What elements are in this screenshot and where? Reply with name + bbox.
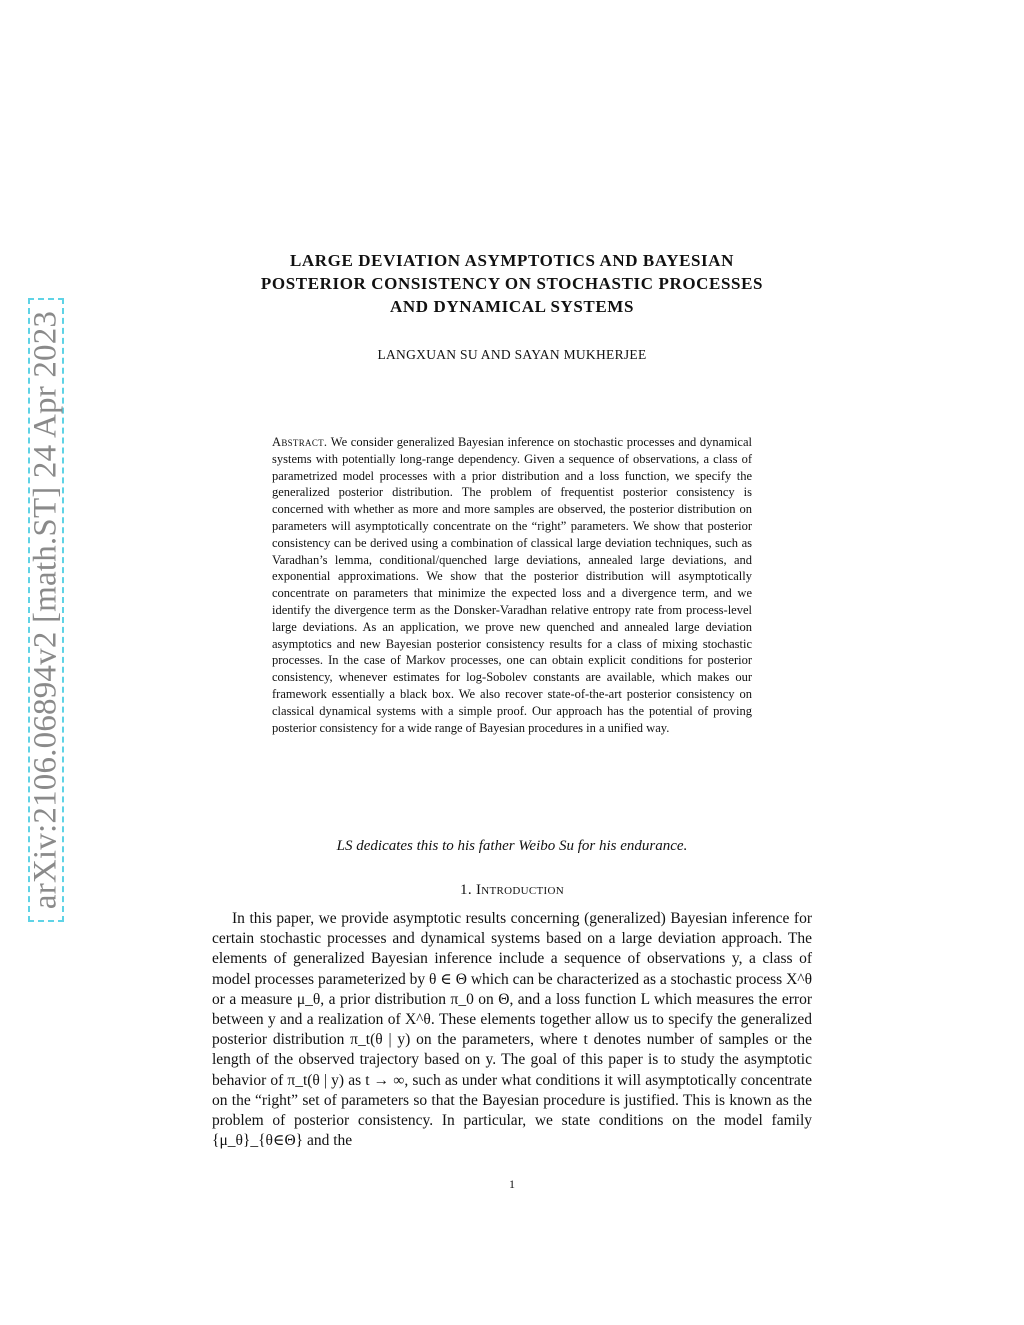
section-heading (210, 882, 814, 899)
abstract (272, 434, 752, 736)
dedication: LS dedicates this to his father Weibo Su for his endurance. (336, 838, 688, 854)
title-line-3: AND DYNAMICAL SYSTEMS (389, 297, 635, 316)
section-number: 1. (460, 882, 472, 898)
arxiv-identifier-stamp (28, 298, 64, 922)
paper-title (210, 249, 814, 318)
page-number: 1 (509, 1177, 515, 1191)
authors: LANGXUAN SU AND SAYAN MUKHERJEE (377, 347, 647, 362)
abstract-label: Abstract. (272, 435, 328, 449)
abstract-text: We consider generalized Bayesian inference on stochastic processes and dynamical systems with potentially long-range dependency. Given a sequence of observations, a class of parametrized model processes with a prior distribution and a loss function, we specify the generalized posterior distribution. The problem of frequentist posterior consistency is concerned with whether as more and more samples are observed, the posterior distribution on parameters will asymptotically concentrate on the “right” parameters. We show that posterior consistency can be derived using a combination of classical large deviation techniques, such as Varadhan’s lemma, conditional/quenched large deviations, annealed large deviations, and exponential approximations. We show that the posterior distribution will asymptotically concentrate on parameters that minimize the expected loss and a divergence term, and we identify the divergence term as the Donsker-Varadhan relative entropy rate from process-level large deviations. As an application, we prove new quenched and annealed large deviation asymptotics and new Bayesian posterior consistency results for a class of mixing stochastic processes. In the case of Markov processes, one can obtain explicit conditions for posterior consistency, whenever estimates for log-Sobolev constants are available, which makes our framework essentially a black box. We also recover state-of-the-art posterior consistency on classical dynamical systems with a simple proof. Our approach has the potential of proving posterior consistency for a wide range of Bayesian procedures in a unified way. (272, 435, 752, 735)
arxiv-identifier: arXiv:2106.06894v2 [math.ST] 24 Apr 2023 (27, 310, 64, 910)
section-title: Introduction (475, 882, 564, 898)
title-line-1: LARGE DEVIATION ASYMPTOTICS AND BAYESIAN (289, 251, 735, 270)
title-line-2: POSTERIOR CONSISTENCY ON STOCHASTIC PROCESSES (260, 274, 764, 293)
introduction-paragraph: In this paper, we provide asymptotic results concerning (generalized) Bayesian inference for certain stochastic processes and dynamical systems based on a large deviation approach. The elements of generalized Bayesian inference include a sequence of observations y, a class of model processes parameterized by θ ∈ Θ which can be characterized as a stochastic process X^θ or a measure μ_θ, a prior distribution π_0 on Θ, and a loss function L which measures the error between y and a realization of X^θ. These elements together allow us to specify the generalized posterior distribution π_t(θ | y) on the parameters, where t denotes number of samples or the length of the observed trajectory based on y. The goal of this paper is to study the asymptotic behavior of π_t(θ | y) as t → ∞, such as under what conditions it will asymptotically concentrate on the “right” set of parameters so that the Bayesian procedure is justified. This is known as the problem of posterior consistency. In particular, we state conditions on the model family {μ_θ}_{θ∈Θ} and the (212, 910, 812, 1150)
